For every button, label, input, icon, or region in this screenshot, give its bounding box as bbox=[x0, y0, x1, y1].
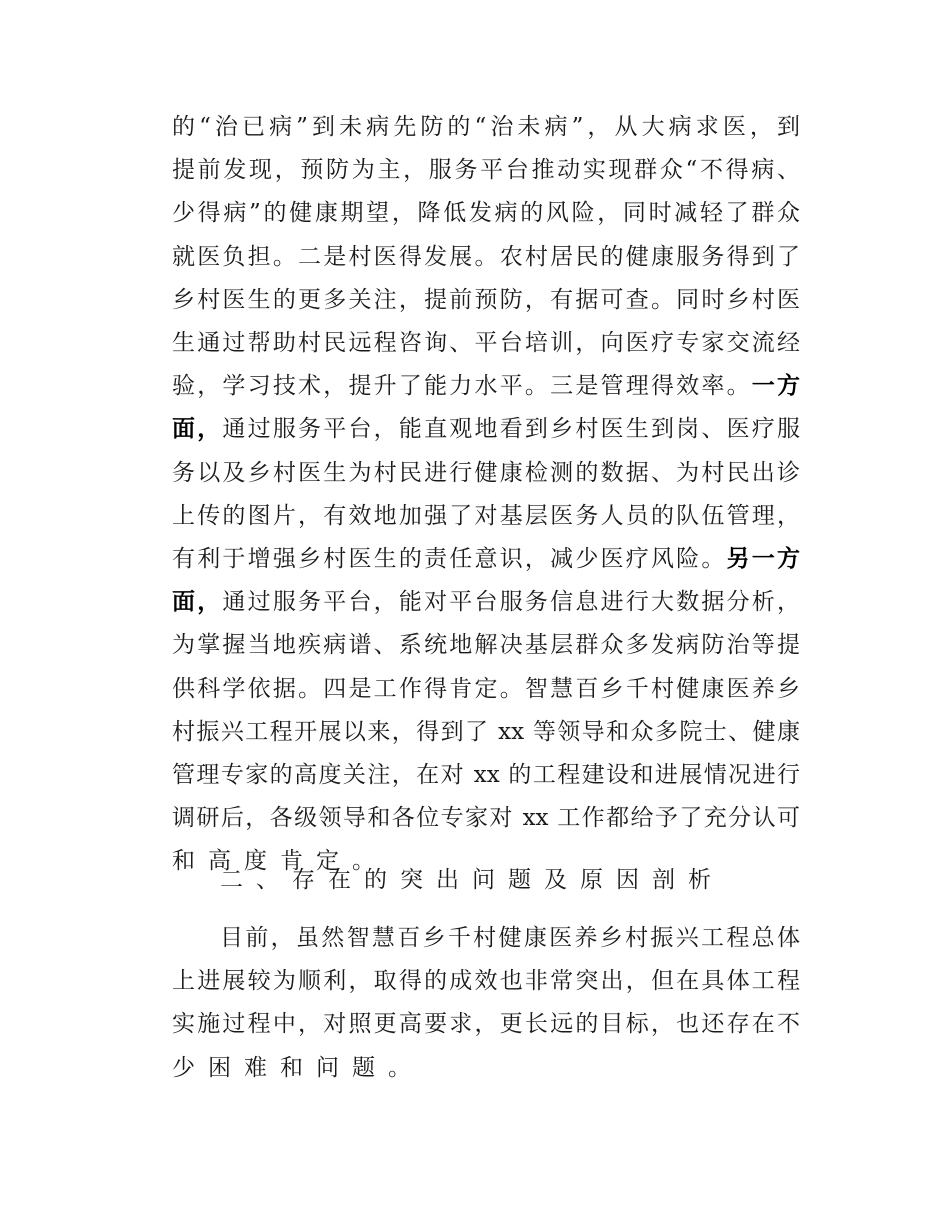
text-span: 就医负担。二是村医得发展。农村居民的健康服务得到了 bbox=[172, 243, 800, 270]
text-line bbox=[172, 112, 800, 142]
text-span: 少得病”的健康期望，降低发病的风险，同时减轻了群众 bbox=[172, 200, 800, 227]
text-line: 实施过程中，对照更高要求，更长远的目标，也还存在不 bbox=[172, 1011, 800, 1038]
text-line bbox=[172, 587, 800, 617]
text-span: 的“治已病”到未病先防的“治未病”，从大病求医，到 bbox=[172, 114, 800, 140]
text-span: 验，学习技术，提升了能力水平。三是管理得效率。 bbox=[172, 373, 752, 400]
text-span: 调研后，各级领导和各位专家对 xx 工作都给予了充分认可 bbox=[172, 805, 800, 832]
text-span: 管理专家的高度关注，在对 xx 的工程建设和进展情况进行 bbox=[172, 762, 800, 788]
text-span: 通过服务平台，能对平台服务信息进行大数据分析， bbox=[222, 589, 801, 616]
bold-phrase: 一方 bbox=[751, 373, 801, 400]
text-span: 和高度肯定。 bbox=[172, 848, 388, 875]
text-line bbox=[172, 544, 800, 574]
text-line bbox=[172, 414, 800, 444]
text-line bbox=[172, 458, 800, 488]
text-span: 提前发现，预防为主，服务平台推动实现群众“不得病、 bbox=[172, 157, 800, 184]
text-line bbox=[172, 242, 800, 272]
section-heading: 二、存在的突出问题及原因剖析 bbox=[220, 867, 724, 893]
text-span: 通过服务平台，能直观地看到乡村医生到岗、医疗服 bbox=[222, 416, 801, 443]
text-span: 上传的图片，有效地加强了对基层医务人员的队伍管理， bbox=[172, 502, 800, 529]
text-span: 生通过帮助村民远程咨询、平台培训，向医疗专家交流经 bbox=[172, 330, 800, 356]
text-span: 为掌握当地疾病谱、系统地解决基层群众多发病防治等提 bbox=[172, 632, 800, 659]
text-span: 乡村医生的更多关注，提前预防，有据可查。同时乡村医 bbox=[172, 286, 800, 313]
text-span: 村振兴工程开展以来，得到了 xx 等领导和众多院士、健康 bbox=[172, 718, 800, 745]
text-line: 上进展较为顺利，取得的成效也非常突出，但在具体工程 bbox=[172, 968, 800, 995]
text-line bbox=[172, 674, 800, 704]
bold-phrase: 面， bbox=[172, 416, 223, 443]
text-line: 目前，虽然智慧百乡千村健康医养乡村振兴工程总体 bbox=[220, 925, 800, 951]
text-span: 有利于增强乡村医生的责任意识，减少医疗风险。 bbox=[172, 546, 727, 572]
text-span: 供科学依据。四是工作得肯定。智慧百乡千村健康医养乡 bbox=[172, 675, 800, 702]
text-line bbox=[172, 328, 800, 358]
text-line: 少困难和问题。 bbox=[172, 1054, 424, 1081]
text-line bbox=[172, 803, 800, 833]
text-line bbox=[172, 630, 800, 660]
bold-phrase: 另一方 bbox=[726, 546, 801, 572]
text-line bbox=[172, 501, 800, 531]
text-line bbox=[172, 760, 800, 790]
text-line bbox=[172, 717, 800, 747]
bold-phrase: 面， bbox=[172, 589, 223, 616]
text-line bbox=[172, 371, 800, 401]
text-line bbox=[172, 155, 800, 185]
text-line bbox=[172, 285, 800, 315]
text-line bbox=[172, 198, 800, 228]
text-span: 务以及乡村医生为村民进行健康检测的数据、为村民出诊 bbox=[172, 459, 800, 486]
